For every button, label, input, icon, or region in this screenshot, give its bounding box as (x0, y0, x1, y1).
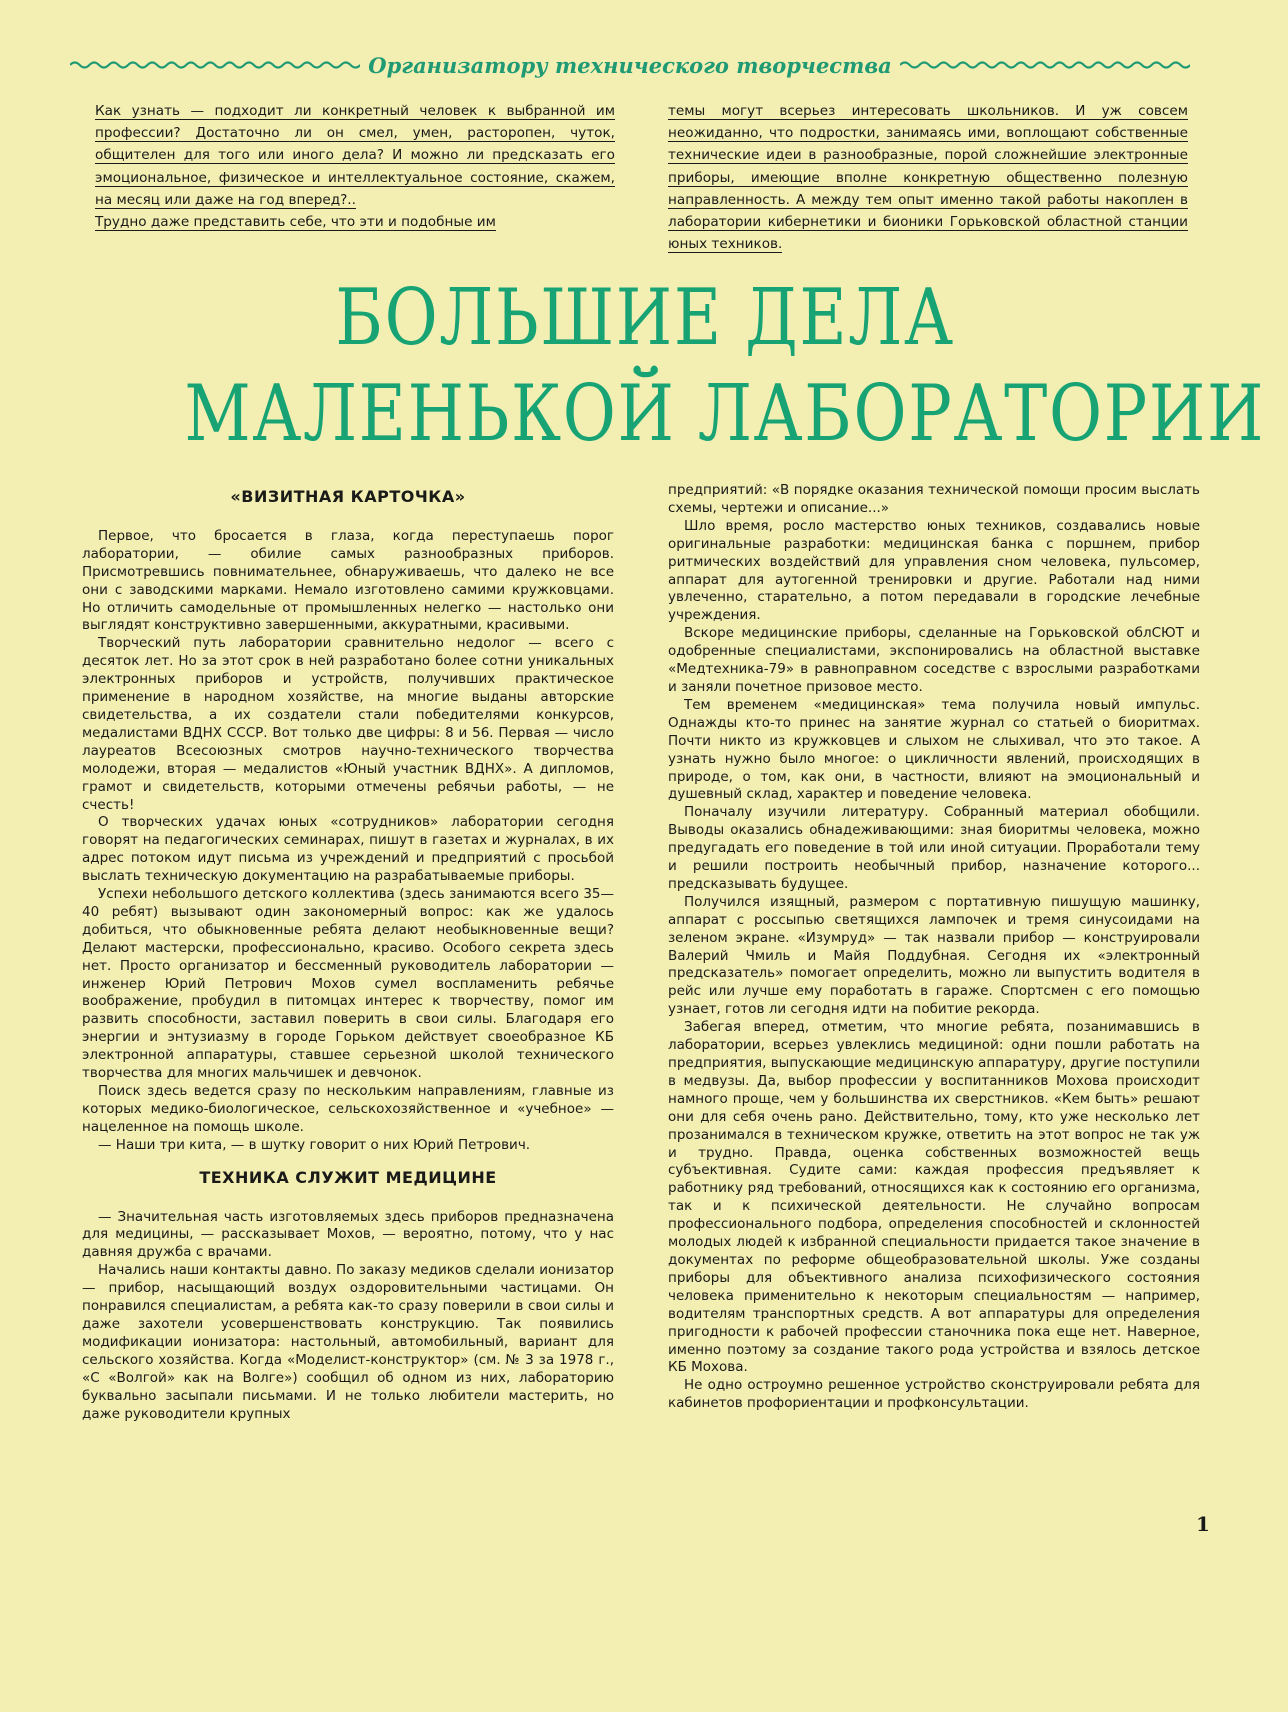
rubric-header (70, 50, 1190, 80)
intro-left-column (95, 100, 615, 233)
wave-ornament-right (900, 60, 1190, 70)
body-paragraph: Тем временем «медицинская» тема получила новый импульс. Однажды кто-то принес на занятие журнал со статьей о биоритмах. Почти никто из кружковцев и слыхом не слыхивал, что это такое. А узнать нужно было многое: о цикличности явлений, происходящих в природе, о том, как они, в частности, влияют на эмоциональный и душевный склад, характер и поведение человека. (668, 696, 1200, 803)
section-heading: ТЕХНИКА СЛУЖИТ МЕДИЦИНЕ (199, 1167, 497, 1187)
title-line-2: МАЛЕНЬКОЙ ЛАБОРАТОРИИ (184, 369, 1266, 459)
body-paragraph: Поначалу изучили литературу. Собранный материал обобщили. Выводы оказались обнадеживающими: зная биоритмы человека, можно предугадать его поведение в той или иной ситуации. Проработали тему и решили построить необычный прибор, назначение которого... предсказывать будущее. (668, 804, 1200, 892)
intro-paragraph: Как узнать — подходит ли конкретный человек к выбранной им профессии? Достаточно ли он смел, умен, расторопен, чуток, общителен для того или иного дела? И можно ли предсказать его эмоциональное, физическое и интеллектуальное состояние, скажем, на месяц или даже на год вперед?.. (95, 103, 615, 208)
body-left-column (82, 482, 614, 1423)
body-paragraph: Первое, что бросается в глаза, когда переступаешь порог лаборатории, — обилие самых разнообразных приборов. Присмотревшись повнимательнее, обнаруживаешь, что далеко не все они с заводскими марками. Немало изготовлено самими кружковцами. Но отличить самодельные от промышленных нелегко — настолько они выглядят конструктивно завершенными, аккуратными, красивыми. (82, 527, 614, 634)
body-paragraph: — Значительная часть изготовляемых здесь приборов предназначена для медицины, — рассказывает Мохов, — вероятно, потому, что у нас давняя дружба с врачами. (82, 1208, 614, 1261)
intro-right-column (668, 100, 1188, 255)
body-paragraph: Забегая вперед, отметим, что многие ребята, позанимавшись в лаборатории, всерьез увлеклись медициной: одни пошли работать на предприятия, выпускающие медицинскую аппаратуру, другие поступили в медвузы. Да, выбор профессии у воспитанников Мохова происходит намного проще, чем у большинства их сверстников. «Кем быть» решают они для себя очень рано. Действительно, тому, кто уже несколько лет прозанимался в техническом кружке, ответить на этот вопрос не так уж и трудно. Правда, оценка собственных возможностей вещь субъективная. Судите сами: каждая профессия предъявляет к работнику ряд требований, относящихся как к состоянию его организма, так и к психической деятельности. Не случайно вопросам профессионального подбора, определения способностей и склонностей молодых людей к избранной специальности придается такое значение в документах по реформе общеобразовательной школы. Уже созданы приборы для объективного анализа психофизического состояния человека применительно к некоторым специальностям — например, водителям транспортных средств. А вот аппаратуры для определения пригодности к рабочей профессии станочника пока еще нет. Наверное, именно поэтому за создание такого рода устройства и взялось детское КБ Мохова. (668, 1019, 1200, 1376)
body-paragraph: Шло время, росло мастерство юных техников, создавались новые оригинальные разработки: медицинская банка с поршнем, прибор ритмических воздействий для управления сном человека, пульсомер, аппарат для аутогенной тренировки и другие. Работали над ними увлеченно, старательно, а потом передавали в городские лечебные учреждения. (668, 517, 1200, 624)
body-paragraph: предприятий: «В порядке оказания технической помощи просим выслать схемы, чертежи и описание...» (668, 482, 1200, 516)
body-paragraph: Поиск здесь ведется сразу по нескольким направлениям, главные из которых медико-биологическое, сельскохозяйственное и «учебное» — нацеленное на помощь школе. (82, 1083, 614, 1135)
body-paragraph: Начались наши контакты давно. По заказу медиков сделали ионизатор — прибор, насыщающий воздух оздоровительными частицами. Он понравился специалистам, а ребята как-то сразу поверили в свои силы и даже захотели усовершенствовать конструкцию. Так появились модификации ионизатора: настольный, автомобильный, вариант для сельского хозяйства. Когда «Моделист-конструктор» (см. № 3 за 1978 г., «С «Волгой» как на Волге») сообщил об одном из них, лабораторию буквально засыпали письмами. И не только любители мастерить, но даже руководители крупных (82, 1262, 614, 1422)
section-heading: «ВИЗИТНАЯ КАРТОЧКА» (230, 487, 466, 506)
body-paragraph: О творческих удачах юных «сотрудников» лаборатории сегодня говорят на педагогических семинарах, пишут в газетах и журналах, в их адрес потоком идут письма из учреждений и предприятий с просьбой выслать техническую документацию на разрабатываемые приборы. (82, 814, 614, 885)
body-paragraph: Получился изящный, размером с портативную пишущую машинку, аппарат с россыпью светящихся лампочек и тремя синусоидами на зеленом экране. «Изумруд» — так назвали прибор — конструировали Валерий Чмиль и Майя Поддубная. Сегодня их «электронный предсказатель» помогает определить, можно ли выпустить водителя в рейс или лучше ему поработать в гараже. Спортсмен с его помощью узнает, готов ли сегодня идти на побитие рекорда. (668, 893, 1200, 1018)
body-paragraph: Творческий путь лаборатории сравнительно недолог — всего с десяток лет. Но за этот срок в ней разработано более сотни уникальных электронных приборов и устройств, получивших практическое применение в народном хозяйстве, на многие выданы авторские свидетельства, а их создатели стали победителями конкурсов, медалистами ВДНХ СССР. Вот только две цифры: 8 и 56. Первая — число лауреатов Всесоюзных смотров научно-технического творчества молодежи, вторая — медалистов «Юный участник ВДНХ». А дипломов, грамот и свидетельств, которыми отмечены ребячьи работы, — не счесть! (82, 635, 614, 813)
body-paragraph: Вскоре медицинские приборы, сделанные на Горьковской облСЮТ и одобренные специалистами, экспонировались на областной выставке «Медтехника-79» в равноправном соседстве с взрослыми разработками и заняли почетное призовое место. (668, 625, 1200, 695)
page-number: 1 (1196, 1512, 1210, 1536)
rubric-title: Организатору технического творчества (368, 52, 892, 78)
intro-paragraph: Трудно даже представить себе, что эти и подобные им (95, 214, 496, 231)
wave-ornament-left (70, 60, 360, 70)
title-line-1: БОЛЬШИЕ ДЕЛА (335, 273, 955, 363)
body-right-column (668, 482, 1200, 1413)
body-paragraph: Не одно остроумно решенное устройство сконструировали ребята для кабинетов профориентации и профконсультации. (668, 1377, 1200, 1412)
article-title (184, 270, 1266, 462)
intro-paragraph: темы могут всерьез интересовать школьников. И уж совсем неожиданно, что подростки, занимаясь ими, воплощают собственные технические идеи в разнообразные, порой сложнейшие электронные приборы, имеющие вполне конкретную общественно полезную направленность. А между тем опыт именно такой работы накоплен в лаборатории кибернетики и бионики Горьковской областной станции юных техников. (668, 103, 1188, 253)
body-paragraph: Успехи небольшого детского коллектива (здесь занимаются всего 35—40 ребят) вызывают один закономерный вопрос: как же удалось добиться, что обыкновенные ребята делают необыкновенные вещи? Делают мастерски, профессионально, красиво. Особого секрета здесь нет. Просто организатор и бессменный руководитель лаборатории — инженер Юрий Петрович Мохов сумел воспламенить ребячье воображение, пробудил в питомцах интерес к творчеству, помог им развить способности, заставил поверить в свои силы. Благодаря его энергии и энтузиазму в городе Горьком действует своеобразное КБ электронной аппаратуры, ставшее серьезной школой технического творчества для многих мальчишек и девчонок. (82, 886, 614, 1082)
body-paragraph: — Наши три кита, — в шутку говорит о них Юрий Петрович. (98, 1136, 531, 1153)
